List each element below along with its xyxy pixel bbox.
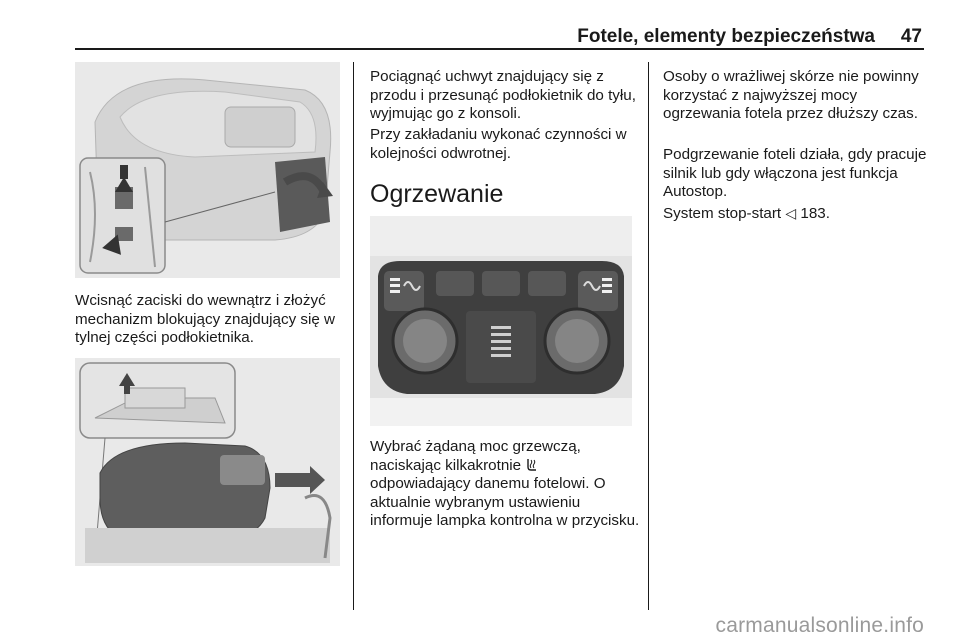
seat-heat-icon [525,458,538,474]
column-divider-1 [353,62,354,610]
right-paragraph-2: Podgrzewanie foteli działa, gdy pracuje silnik lub gdy włączona jest funkcja Autostop. [663,146,927,200]
right-paragraph-1: Osoby o wrażliwej skórze nie powinny korzystać z najwyższej mocy ogrzewania fotela przez dłuższy czas. [663,68,919,122]
middle-paragraph-2: Przy zakładaniu wykonać czynności w kolejności odwrotnej. [370,126,627,162]
armrest-removal-illustration [75,358,340,566]
heating-heading: Ogrzewanie [370,180,504,208]
section-title: Fotele, elementy bezpieczeństwa [577,26,875,47]
watermark: carmanualsonline.info [715,614,924,637]
heating-control-panel-illustration [370,216,632,426]
middle-paragraph-3-text-b: odpowiadający danemu fotelowi. O aktualnie wybranym ustawieniu informuje lampka kontrolna w przycisku. [370,475,640,529]
middle-paragraph-1: Pociągnąć uchwyt znajdujący się z przodu i przesunąć podłokietnik do tyłu, wyjmując go z konsoli. [370,68,636,122]
left-caption-1: Wcisnąć zaciski do wewnątrz i złożyć mechanizm blokujący znajdujący się w tylnej części podłokietnika. [75,292,335,346]
middle-paragraph-3 [370,438,640,531]
page-reference-arrow-icon: ◁ [785,206,797,222]
middle-paragraph-3-text-a: Wybrać żądaną moc grzewczą, naciskając kilkakrotnie [370,438,581,474]
page-reference-link[interactable]: 183. [800,205,830,222]
column-divider-2 [648,62,649,610]
right-paragraph-3 [663,205,933,224]
page-number: 47 [900,26,922,47]
right-paragraph-3-text: System stop-start [663,205,782,222]
armrest-clamps-illustration [75,62,340,278]
header-divider [75,48,924,50]
